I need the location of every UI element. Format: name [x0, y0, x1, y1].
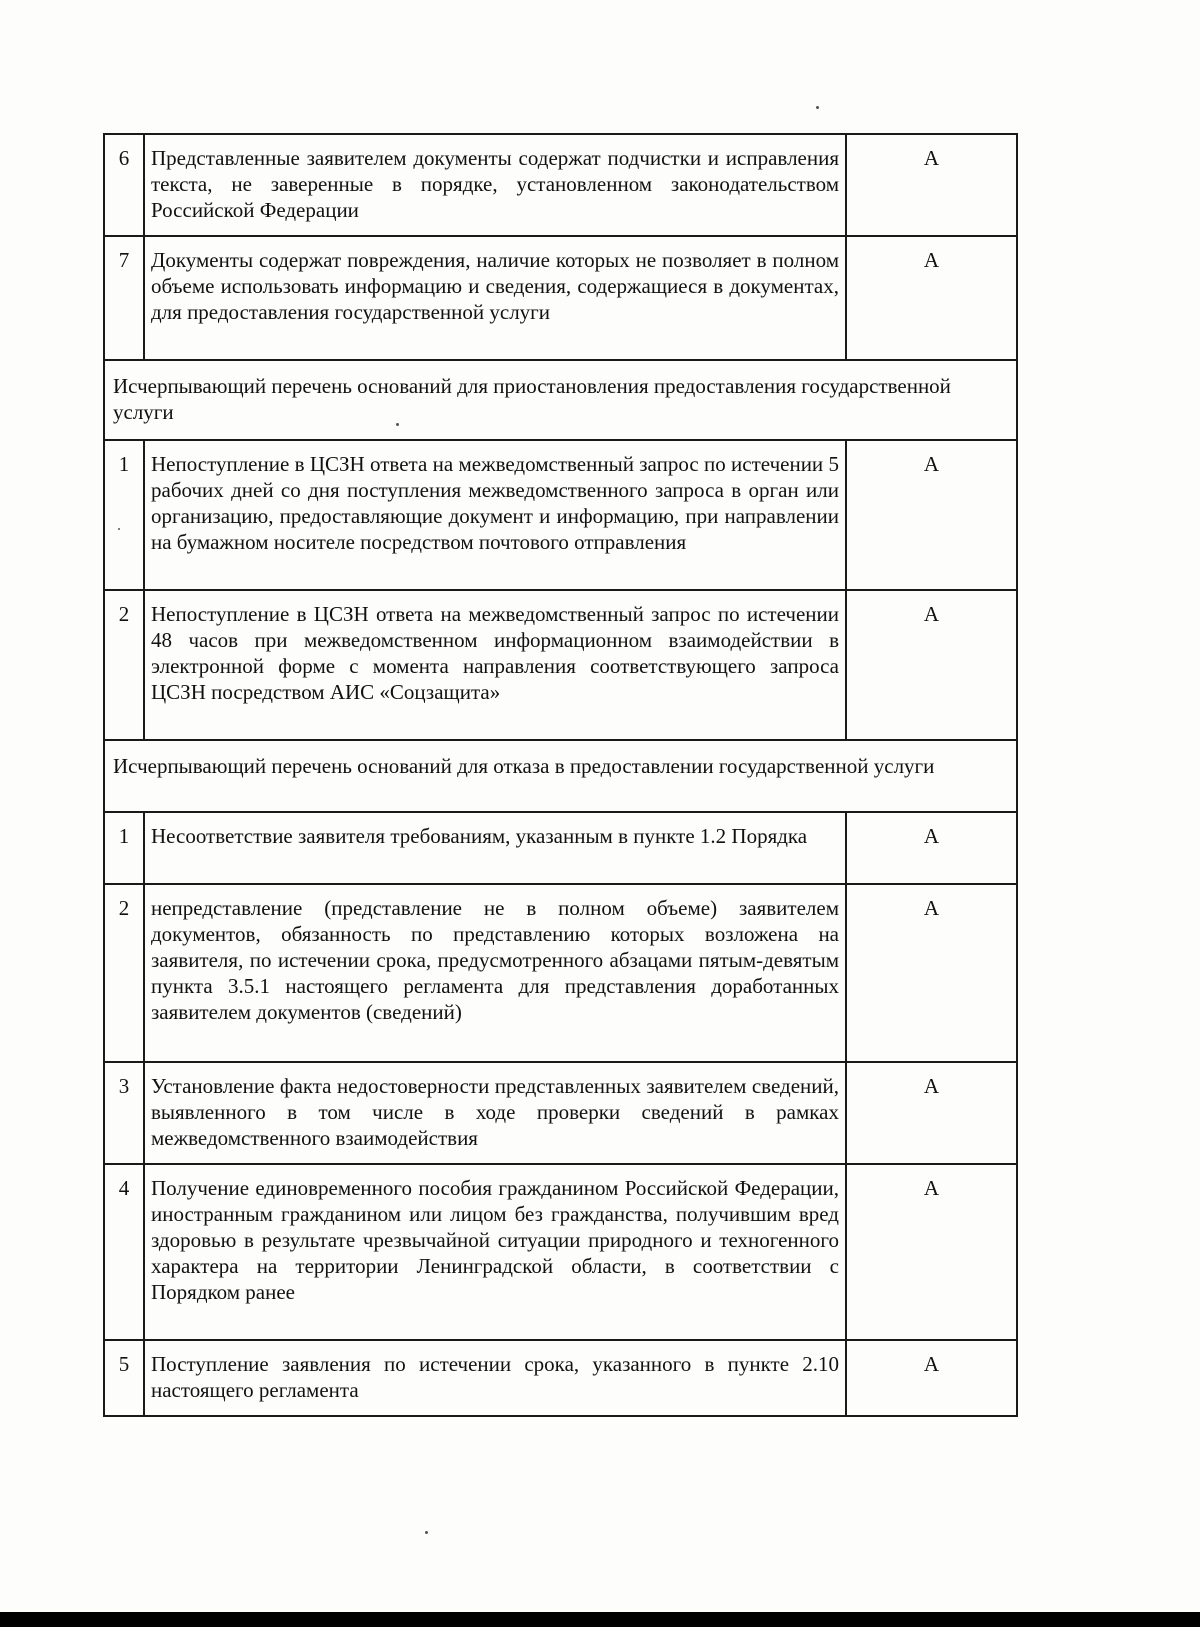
row-number: 2	[104, 884, 144, 1062]
scan-speck	[118, 528, 120, 530]
scan-speck	[816, 106, 819, 109]
row-number: 1	[104, 440, 144, 590]
section-title-suspension: Исчерпывающий перечень оснований для приостановления предоставления государственной услуги	[104, 360, 1017, 440]
table-row	[104, 884, 1017, 1062]
row-mark: А	[846, 236, 1017, 360]
row-text: Документы содержат повреждения, наличие которых не позволяет в полном объеме использовать информацию и сведения, содержащиеся в документах, для предоставления государственной услуги	[144, 236, 846, 360]
row-number: 3	[104, 1062, 144, 1164]
table-row	[104, 1340, 1017, 1416]
scan-edge-band	[0, 1612, 1200, 1627]
row-mark: А	[846, 884, 1017, 1062]
section-header-row	[104, 740, 1017, 812]
row-text: Непоступление в ЦСЗН ответа на межведомственный запрос по истечении 5 рабочих дней со дня поступления межведомственного запроса в орган или организацию, предоставляющие документ и информацию, при направлении на бумажном носителе посредством почтового отправления	[144, 440, 846, 590]
scan-speck	[425, 1531, 428, 1534]
table-row	[104, 236, 1017, 360]
row-text: Представленные заявителем документы содержат подчистки и исправления текста, не заверенные в порядке, установленном законодательством Российской Федерации	[144, 134, 846, 236]
row-text: Установление факта недостоверности представленных заявителем сведений, выявленного в том числе в ходе проверки сведений в рамках межведомственного взаимодействия	[144, 1062, 846, 1164]
row-text: Несоответствие заявителя требованиям, указанным в пункте 1.2 Порядка	[144, 812, 846, 884]
table-row	[104, 134, 1017, 236]
row-mark: А	[846, 1062, 1017, 1164]
section-header-row	[104, 360, 1017, 440]
row-number: 7	[104, 236, 144, 360]
row-mark: А	[846, 812, 1017, 884]
row-number: 5	[104, 1340, 144, 1416]
row-mark: А	[846, 134, 1017, 236]
row-mark: А	[846, 1340, 1017, 1416]
table-row	[104, 590, 1017, 740]
row-text: непредставление (представление не в полном объеме) заявителем документов, обязанность по представлению которых возложена на заявителя, по истечении срока, предусмотренного абзацами пятым-девятым пункта 3.5.1 настоящего регламента для представления доработанных заявителем документов (сведений)	[144, 884, 846, 1062]
scan-speck	[396, 423, 399, 426]
row-mark: А	[846, 1164, 1017, 1340]
row-number: 6	[104, 134, 144, 236]
row-mark: А	[846, 590, 1017, 740]
table-row	[104, 812, 1017, 884]
row-text: Получение единовременного пособия гражданином Российской Федерации, иностранным гражданином или лицом без гражданства, получившим вред здоровью в результате чрезвычайной ситуации природного и техногенного характера на территории Ленинградской области, в соответствии с Порядком ранее	[144, 1164, 846, 1340]
table-row	[104, 440, 1017, 590]
row-number: 2	[104, 590, 144, 740]
row-mark: А	[846, 440, 1017, 590]
table-row	[104, 1062, 1017, 1164]
table-row	[104, 1164, 1017, 1340]
section-title-refusal: Исчерпывающий перечень оснований для отказа в предоставлении государственной услуги	[104, 740, 1017, 812]
grounds-table	[103, 133, 1018, 1417]
row-number: 4	[104, 1164, 144, 1340]
row-text: Непоступление в ЦСЗН ответа на межведомственный запрос по истечении 48 часов при межведомственном информационном взаимодействии в электронной форме с момента направления соответствующего запроса ЦСЗН посредством АИС «Соцзащита»	[144, 590, 846, 740]
row-number: 1	[104, 812, 144, 884]
row-text: Поступление заявления по истечении срока, указанного в пункте 2.10 настоящего регламента	[144, 1340, 846, 1416]
